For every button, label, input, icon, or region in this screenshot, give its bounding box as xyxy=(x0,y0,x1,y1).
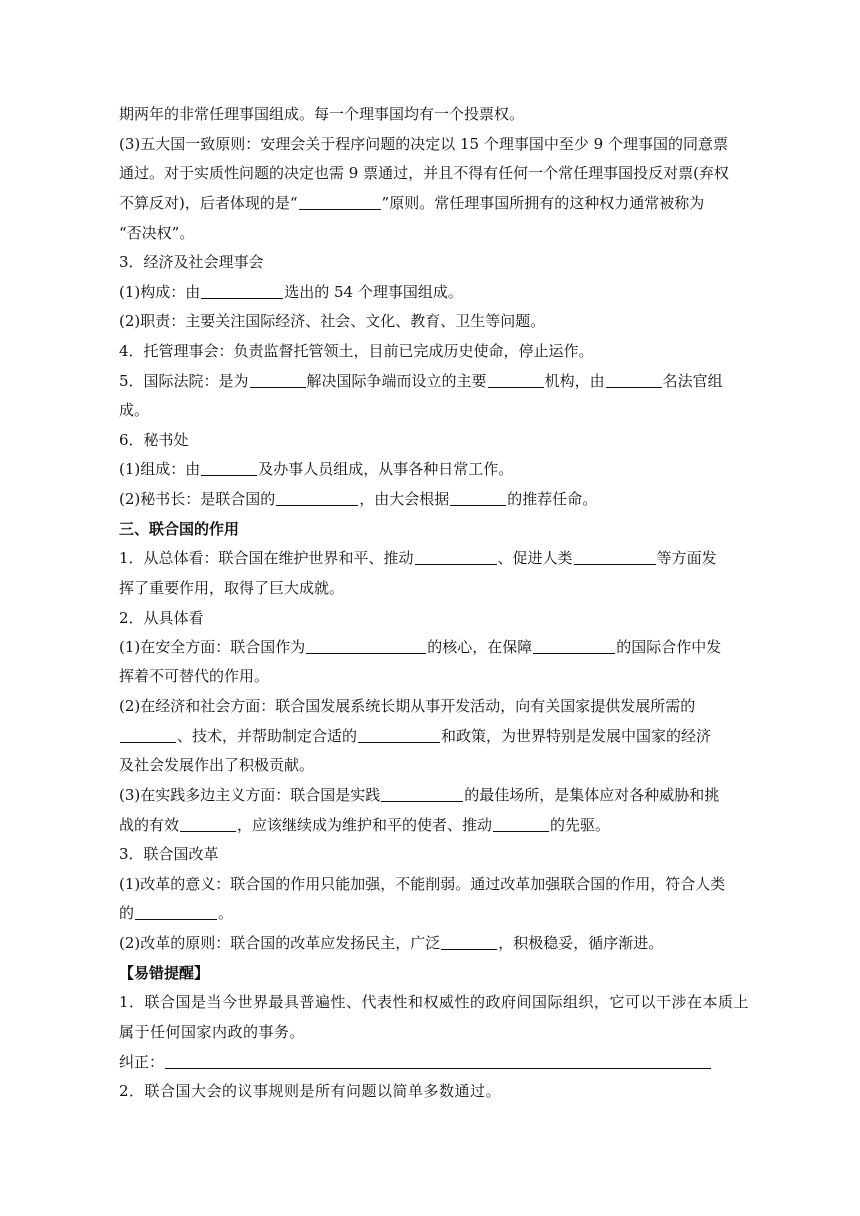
text-line xyxy=(119,637,721,657)
text-span: 解决国际争端而设立的主要 xyxy=(306,372,487,390)
correction-blank[interactable] xyxy=(165,1054,711,1069)
fill-in-blank[interactable] xyxy=(120,728,176,743)
text-line xyxy=(119,104,524,124)
text-span: 挥了重要作用，取得了巨大成就。 xyxy=(119,579,345,597)
text-span: 6．秘书处 xyxy=(119,431,189,449)
text-span: 等方面发 xyxy=(656,549,717,567)
fill-in-blank[interactable] xyxy=(488,373,544,388)
fill-in-blank[interactable] xyxy=(381,787,463,802)
section-heading xyxy=(119,341,594,361)
fill-in-blank[interactable] xyxy=(450,491,506,506)
text-span: (2)职责：主要关注国际经济、社会、文化、教育、卫生等问题。 xyxy=(119,312,546,330)
correction-line xyxy=(119,1052,712,1072)
text-line xyxy=(119,578,344,598)
text-span: 不算反对)，后者体现的是“ xyxy=(119,194,298,212)
text-span: ”原则。常任理事国所拥有的这种权力通常被称为 xyxy=(381,194,705,212)
text-span: 1．联合国是当今世界最具普遍性、代表性和权威性的政府间国际组织，它可以干涉在本质上 xyxy=(119,993,750,1011)
text-span: 4．托管理事会：负责监督托管领土，目前已完成历史使命，停止运作。 xyxy=(119,342,594,360)
text-span: 的推荐任命。 xyxy=(507,490,598,508)
section-heading xyxy=(119,430,189,450)
text-line xyxy=(119,489,597,509)
text-span: (2)在经济和社会方面：联合国发展系统长期从事开发活动，向有关国家提供发展所需的 xyxy=(119,697,696,715)
fill-in-blank[interactable] xyxy=(306,639,426,654)
section-title xyxy=(119,963,209,983)
text-span: ，应该继续成为维护和平的使者、推动 xyxy=(237,816,493,834)
text-span: 成。 xyxy=(119,401,150,419)
text-line xyxy=(119,874,725,894)
fill-in-blank[interactable] xyxy=(250,373,306,388)
text-span: 及社会发展作出了积极贡献。 xyxy=(119,756,315,774)
text-line xyxy=(119,933,663,953)
text-line xyxy=(119,815,610,835)
text-span: (2)改革的原则：联合国的改革应发扬民主，广泛 xyxy=(119,934,441,952)
text-line xyxy=(119,163,729,183)
text-span: 期两年的非常任理事国组成。每一个理事国均有一个投票权。 xyxy=(119,105,525,123)
text-span: 三、联合国的作用 xyxy=(119,520,240,538)
section-title xyxy=(119,519,239,539)
text-line xyxy=(119,1022,305,1042)
fill-in-blank[interactable] xyxy=(441,935,497,950)
fill-in-blank[interactable] xyxy=(135,905,217,920)
fill-in-blank[interactable] xyxy=(276,491,358,506)
text-span: 的国际合作中发 xyxy=(616,638,722,656)
text-span: 2．联合国大会的议事规则是所有问题以简单多数通过。 xyxy=(119,1082,502,1100)
text-span: 及办事人员组成，从事各种日常工作。 xyxy=(258,460,514,478)
text-line xyxy=(119,755,314,775)
fill-in-blank[interactable] xyxy=(201,461,257,476)
text-span: (1)在安全方面：联合国作为 xyxy=(119,638,306,656)
text-span: 、技术，并帮助制定合适的 xyxy=(177,727,358,745)
text-span: 的 xyxy=(119,904,135,922)
fill-in-blank[interactable] xyxy=(415,550,497,565)
text-line xyxy=(119,134,728,154)
text-line xyxy=(119,992,749,1012)
text-line xyxy=(119,785,719,805)
text-span: 的最佳场所，是集体应对各种威胁和挑 xyxy=(464,786,720,804)
text-line xyxy=(119,223,194,243)
text-span: 的核心，在保障 xyxy=(427,638,533,656)
text-span: (3)在实践多边主义方面：联合国是实践 xyxy=(119,786,381,804)
fill-in-blank[interactable] xyxy=(533,639,615,654)
text-span: ，由大会根据 xyxy=(359,490,450,508)
text-line xyxy=(119,400,149,420)
section-heading xyxy=(119,844,219,864)
fill-in-blank[interactable] xyxy=(180,817,236,832)
text-span: 挥着不可替代的作用。 xyxy=(119,667,270,685)
text-span: 【易错提醒】 xyxy=(119,964,210,982)
text-span: 、促进人类 xyxy=(497,549,573,567)
fill-in-blank[interactable] xyxy=(606,373,662,388)
text-span: (1)改革的意义：联合国的作用只能加强，不能削弱。通过改革加强联合国的作用，符合人类 xyxy=(119,875,726,893)
section-heading xyxy=(119,252,264,272)
text-line xyxy=(119,371,723,391)
text-span: 5．国际法院：是为 xyxy=(119,372,249,390)
text-line xyxy=(119,666,269,686)
text-span: 和政策，为世界特别是发展中国家的经济 xyxy=(441,727,712,745)
text-span: 通过。对于实质性问题的决定也需 9 票通过，并且不得有任何一个常任理事国投反对票(弃权 xyxy=(119,164,729,182)
text-line xyxy=(119,696,695,716)
text-span: 选出的 54 个理事国组成。 xyxy=(284,283,463,301)
text-span: (3)五大国一致原则：安理会关于程序问题的决定以 15 个理事国中至少 9 个理事国的同意票 xyxy=(119,135,728,153)
fill-in-blank[interactable] xyxy=(358,728,440,743)
text-line xyxy=(119,459,513,479)
fill-in-blank[interactable] xyxy=(493,817,549,832)
text-span: 1．从总体看：联合国在维护世界和平、推动 xyxy=(119,549,414,567)
text-span: 机构，由 xyxy=(544,372,605,390)
fill-in-blank[interactable] xyxy=(574,550,656,565)
text-span: (1)组成：由 xyxy=(119,460,201,478)
text-line xyxy=(119,193,704,213)
text-span: 3．经济及社会理事会 xyxy=(119,253,264,271)
text-span: 名法官组 xyxy=(662,372,723,390)
text-span: 战的有效 xyxy=(119,816,180,834)
text-span: “否决权”。 xyxy=(119,224,195,242)
text-line xyxy=(119,1081,501,1101)
text-span: 属于任何国家内政的事务。 xyxy=(119,1023,306,1041)
text-span: 的先驱。 xyxy=(550,816,611,834)
fill-in-blank[interactable] xyxy=(299,195,381,210)
section-heading xyxy=(119,608,204,628)
text-line xyxy=(119,726,711,746)
text-span: ，积极稳妥，循序渐进。 xyxy=(498,934,664,952)
text-line xyxy=(119,282,463,302)
text-span: 3．联合国改革 xyxy=(119,845,219,863)
text-line xyxy=(119,548,717,568)
text-span: (1)构成：由 xyxy=(119,283,201,301)
text-span: (2)秘书长：是联合国的 xyxy=(119,490,276,508)
text-span: 2．从具体看 xyxy=(119,609,204,627)
text-line xyxy=(119,311,545,331)
fill-in-blank[interactable] xyxy=(201,284,283,299)
text-span: 。 xyxy=(218,904,234,922)
text-line xyxy=(119,903,233,923)
text-span: 纠正： xyxy=(119,1053,165,1071)
